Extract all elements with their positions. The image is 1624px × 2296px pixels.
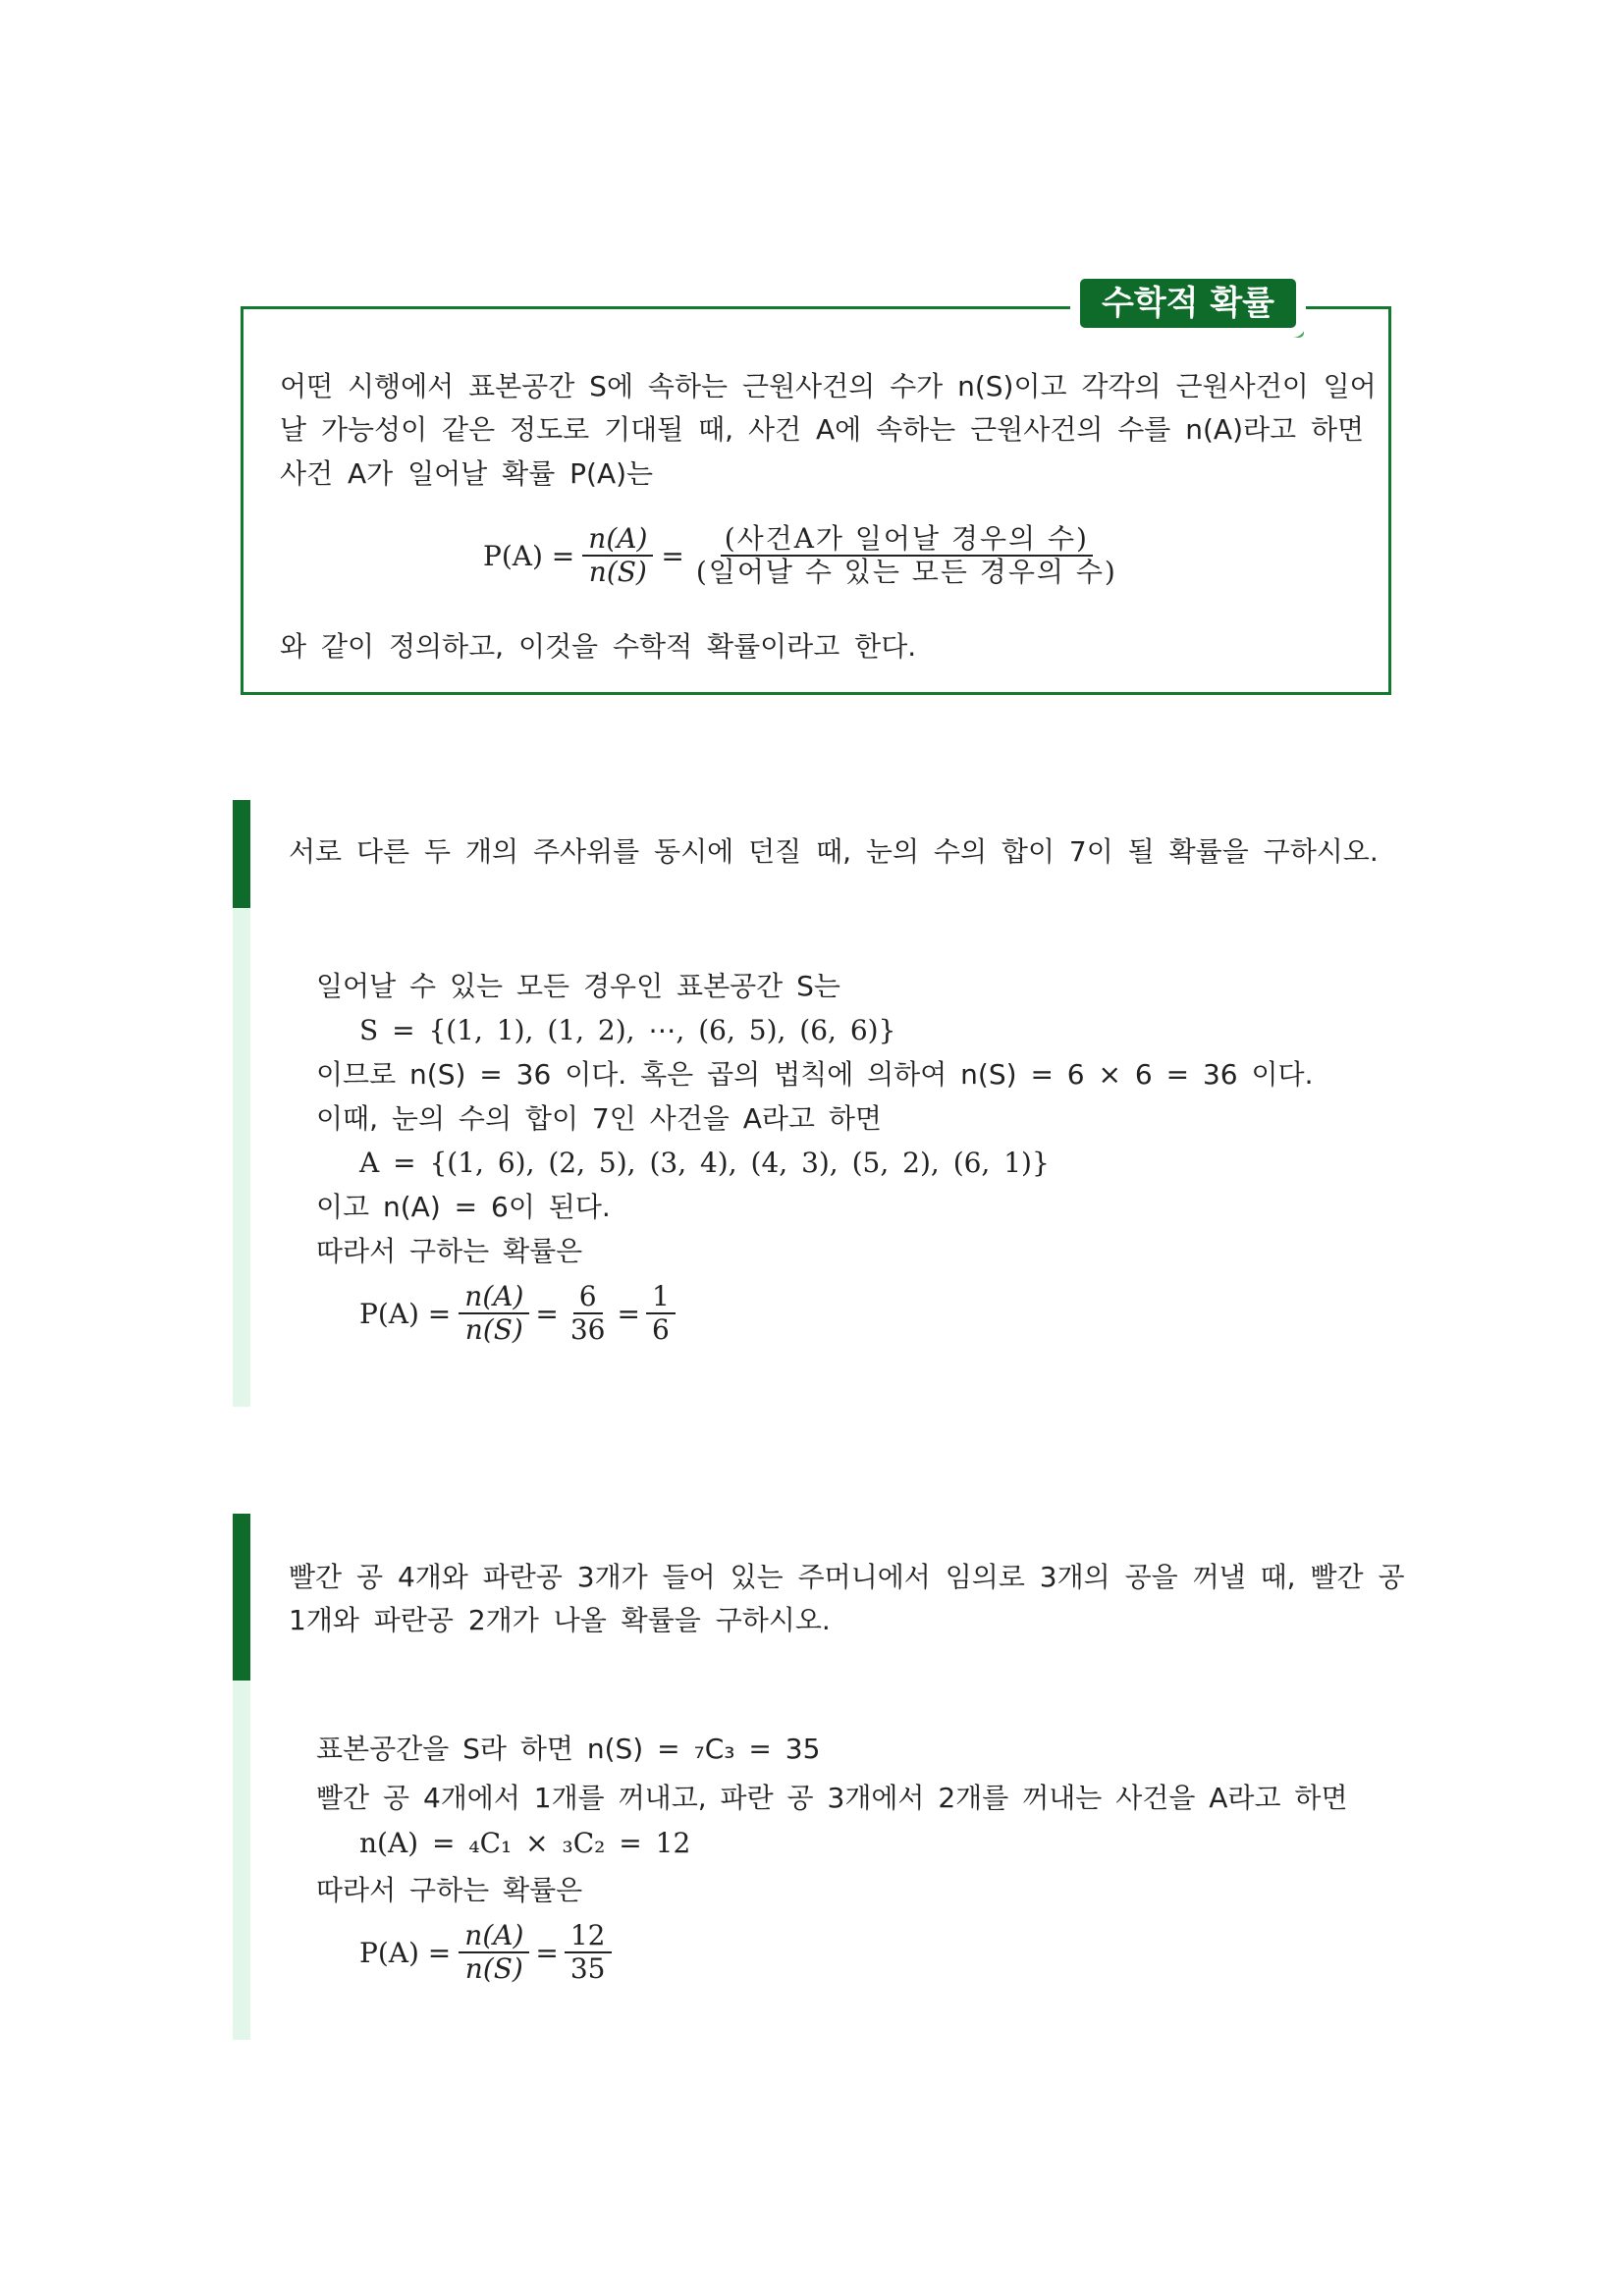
problem-2-combination: n(A) = ₄C₁ × ₃C₂ = 12	[359, 1827, 691, 1859]
fraction-denominator: (일어날 수 있는 모든 경우의 수)	[695, 556, 1117, 589]
problem-2-solution-line: 따라서 구하는 확률은	[316, 1874, 583, 1906]
problem-2-bar	[233, 1514, 250, 1681]
problem-2-solution-line: 빨간 공 4개에서 1개를 꺼내고, 파란 공 3개에서 2개를 꺼내는 사건을 A라고 하면	[316, 1782, 1348, 1814]
definition-outro: 와 같이 정의하고, 이것을 수학적 확률이라고 한다.	[280, 630, 917, 663]
fraction-n-a-over-n-s	[459, 1920, 529, 1985]
fraction-numerator: 12	[565, 1920, 612, 1953]
equals-sign: =	[535, 1936, 559, 1969]
fraction-numerator: (사건A가 일어날 경우의 수)	[721, 523, 1093, 557]
equals-sign: =	[617, 1297, 640, 1330]
fraction-numerator: 1	[646, 1281, 676, 1314]
fraction-cases	[692, 523, 1121, 588]
problem-1-question: 서로 다른 두 개의 주사위를 동시에 던질 때, 눈의 수의 합이 7이 될 확률을 구하시오.	[289, 835, 1379, 868]
fraction-6-over-36	[565, 1281, 612, 1346]
formula-lhs: P(A) =	[483, 539, 575, 572]
problem-1-sample-space: S = {(1, 1), (1, 2), ⋯, (6, 5), (6, 6)}	[359, 1014, 896, 1046]
equals-sign: =	[661, 539, 684, 572]
definition-formula	[483, 523, 1121, 588]
definition-line-3: 사건 A가 일어날 확률 P(A)는	[280, 457, 654, 490]
equals-sign: =	[535, 1297, 559, 1330]
problem-1-answer-formula	[359, 1281, 676, 1346]
problem-1-solution-bar	[233, 908, 250, 1407]
formula-lhs: P(A) =	[359, 1936, 452, 1969]
problem-2-question-line-1: 빨간 공 4개와 파란공 3개가 들어 있는 주머니에서 임의로 3개의 공을 꺼낼 때, 빨간 공	[289, 1561, 1405, 1593]
fraction-n-a-over-n-s	[582, 523, 653, 588]
fraction-denominator: 6	[651, 1313, 670, 1347]
definition-line-2: 날 가능성이 같은 정도로 기대될 때, 사건 A에 속하는 근원사건의 수를 n(A)라고 하면	[280, 413, 1365, 446]
fraction-denominator: n(S)	[588, 556, 647, 589]
problem-1-solution-line: 이므로 n(S) = 36 이다. 혹은 곱의 법칙에 의하여 n(S) = 6 × 6 = 36 이다.	[316, 1058, 1314, 1091]
fraction-denominator: 36	[569, 1313, 606, 1347]
fraction-denominator: 35	[569, 1952, 606, 1986]
problem-2-question-line-2: 1개와 파란공 2개가 나올 확률을 구하시오.	[289, 1604, 831, 1636]
definition-line-1: 어떤 시행에서 표본공간 S에 속하는 근원사건의 수가 n(S)이고 각각의 근원사건이 일어	[280, 370, 1377, 402]
definition-title: 수학적 확률	[1080, 279, 1296, 328]
problem-1-solution-line: 따라서 구하는 확률은	[316, 1235, 583, 1267]
fraction-numerator: n(A)	[582, 523, 653, 557]
fraction-denominator: n(S)	[464, 1952, 523, 1986]
problem-1-bar	[233, 800, 250, 908]
fraction-denominator: n(S)	[464, 1313, 523, 1347]
fraction-n-a-over-n-s	[459, 1281, 529, 1346]
fraction-12-over-35	[565, 1920, 612, 1985]
problem-1-solution-line: 일어날 수 있는 모든 경우인 표본공간 S는	[316, 970, 840, 1002]
problem-1-solution-line: 이고 n(A) = 6이 된다.	[316, 1191, 611, 1223]
problem-2-solution-bar	[233, 1681, 250, 2040]
problem-1-solution-line: 이때, 눈의 수의 합이 7인 사건을 A라고 하면	[316, 1102, 882, 1135]
fraction-numerator: n(A)	[459, 1281, 529, 1314]
fraction-numerator: n(A)	[459, 1920, 529, 1953]
problem-2-solution-line: 표본공간을 S라 하면 n(S) = ₇C₃ = 35	[316, 1733, 821, 1765]
formula-lhs: P(A) =	[359, 1297, 452, 1330]
problem-1-event-set: A = {(1, 6), (2, 5), (3, 4), (4, 3), (5, 2), (6, 1)}	[359, 1147, 1050, 1179]
fraction-numerator: 6	[573, 1281, 603, 1314]
problem-2-answer-formula	[359, 1920, 612, 1985]
fraction-1-over-6	[646, 1281, 676, 1346]
